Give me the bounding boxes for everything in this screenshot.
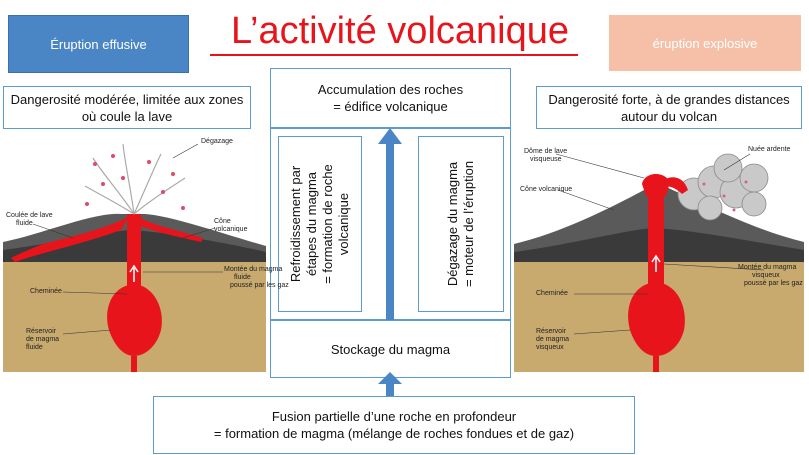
- right-rise-line-2: visqueux: [752, 272, 780, 279]
- degassing-text: [445, 161, 477, 287]
- danger-explosive-text: Dangerosité forte, à de grandes distances autour du volcan: [548, 91, 790, 124]
- left-rise-line-3: poussé par les gaz: [230, 282, 289, 289]
- cooling-line-4: volcanique: [336, 192, 352, 256]
- danger-effusive-box: [3, 86, 251, 129]
- left-rise-label: [224, 266, 289, 290]
- effusive-eruption-tag: Éruption effusive: [8, 15, 189, 73]
- left-reservoir-line-3: fluide: [26, 344, 43, 351]
- left-chimney-label: Cheminée: [30, 288, 62, 295]
- accumulation-line-1: Accumulation des roches: [317, 82, 464, 97]
- right-dome-label: [524, 148, 567, 164]
- degassing-line-2: = moteur de l’éruption: [461, 160, 477, 288]
- danger-explosive-box: [536, 86, 802, 129]
- left-cone-label: [214, 218, 247, 234]
- fusion-line-1: Fusion partielle d’une roche en profondeur: [271, 409, 517, 424]
- right-reservoir-line-3: visqueux: [536, 344, 564, 351]
- cooling-text-wrap: [278, 136, 362, 312]
- left-rise-line-1: Montée du magma: [224, 266, 283, 273]
- degassing-text-wrap: [418, 136, 504, 312]
- left-degassing-label: Dégazage: [201, 138, 233, 145]
- right-dome-line-1: Dôme de lave: [524, 148, 568, 155]
- right-rise-line-3: poussé par les gaz: [744, 280, 803, 287]
- left-lava-flow-line-1: Coulée de lave: [6, 212, 53, 219]
- fusion-line-2: = formation de magma (mélange de roches fondues et de gaz): [213, 426, 575, 441]
- cooling-line-2: étapes du magma: [304, 171, 320, 277]
- left-reservoir-line-1: Réservoir: [26, 328, 56, 335]
- fusion-box: [153, 396, 635, 454]
- right-dome-line-2: visqueuse: [530, 156, 562, 163]
- right-rise-line-1: Montée du magma: [738, 264, 797, 271]
- right-reservoir-label: [536, 328, 569, 352]
- page-title: L’activité volcanique: [231, 10, 569, 52]
- accumulation-line-2: = édifice volcanique: [333, 99, 448, 114]
- right-rise-label: [738, 264, 803, 288]
- right-reservoir-line-2: de magma: [536, 336, 570, 343]
- storage-box: [270, 320, 511, 378]
- arrow-up-icon: [378, 128, 402, 320]
- arrow-up-icon: [378, 372, 402, 398]
- cooling-line-3: = formation de roche: [320, 164, 336, 284]
- right-ash-cloud-label: Nuée ardente: [748, 146, 791, 153]
- left-cone-line-1: Cône: [214, 218, 231, 225]
- explosive-eruption-tag: éruption explosive: [609, 15, 801, 71]
- degassing-line-1: Dégazage du magma: [445, 161, 461, 287]
- left-cone-line-2: volcanique: [214, 226, 248, 233]
- right-reservoir-line-1: Réservoir: [536, 328, 566, 335]
- left-lava-flow-line-2: fluide: [16, 220, 33, 227]
- left-rise-line-2: fluide: [234, 274, 251, 281]
- left-reservoir-line-2: de magma: [26, 336, 60, 343]
- accumulation-box: [270, 68, 511, 128]
- cooling-line-1: Refroidissement par: [288, 165, 304, 283]
- right-chimney-label: Cheminée: [536, 290, 568, 297]
- left-reservoir-label: [26, 328, 59, 352]
- left-lava-flow-label: [6, 212, 53, 228]
- danger-effusive-text: Dangerosité modérée, limitée aux zones où coule la lave: [10, 91, 244, 124]
- storage-text: Stockage du magma: [330, 341, 451, 357]
- cooling-text: [288, 164, 352, 284]
- title-underline: [210, 54, 578, 56]
- right-cone-label: Cône volcanique: [520, 186, 573, 193]
